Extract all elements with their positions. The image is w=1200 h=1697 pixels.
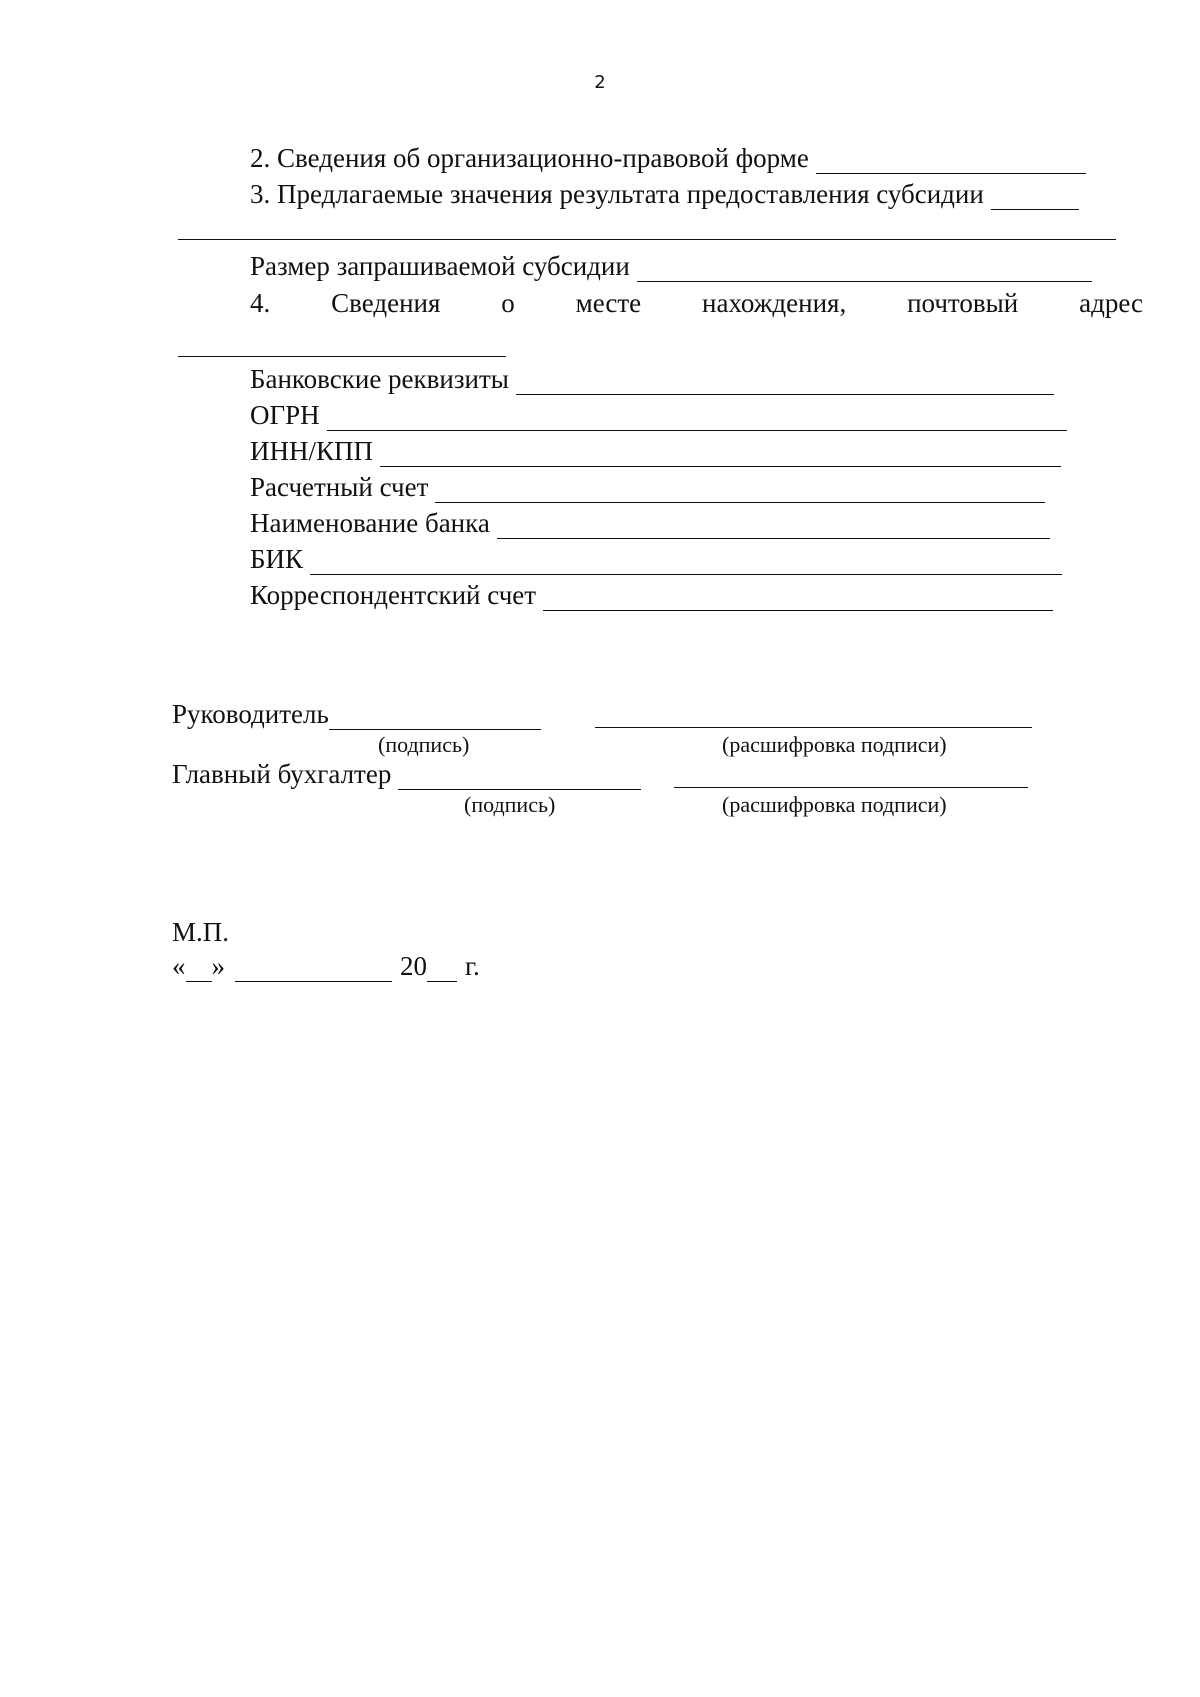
- result-row: [250, 178, 1079, 210]
- result-continuation-blank[interactable]: [178, 239, 1116, 240]
- mp-row: [172, 916, 229, 948]
- inn-kpp-blank[interactable]: [380, 440, 1061, 467]
- address-word: месте: [575, 288, 642, 318]
- address-word: 4.: [250, 288, 271, 318]
- date-month-blank[interactable]: [235, 955, 392, 982]
- address-row: [250, 287, 1143, 319]
- date-year-blank[interactable]: [427, 955, 457, 982]
- bank-name-blank[interactable]: [497, 512, 1050, 539]
- head-label: Руководитель: [172, 699, 329, 729]
- corr-account-label: Корреспондентский счет: [250, 580, 537, 610]
- settlement-account-label: Расчетный счет: [250, 472, 429, 502]
- address-word: Сведения: [331, 288, 441, 318]
- accountant-decode-blank[interactable]: [674, 787, 1028, 788]
- subsidy-size-row: [250, 250, 1092, 282]
- bank-details-blank[interactable]: [516, 368, 1054, 395]
- head-signature-caption: (подпись): [378, 732, 470, 757]
- settlement-account-blank[interactable]: [435, 476, 1045, 503]
- bik-label: БИК: [250, 544, 304, 574]
- ogrn-row: [250, 399, 1067, 431]
- address-word: нахождения,: [702, 288, 847, 318]
- head-signature-row: [172, 698, 541, 730]
- date-row: [172, 950, 480, 982]
- accountant-signature-caption: (подпись): [464, 792, 556, 817]
- accountant-label: Главный бухгалтер: [172, 759, 392, 789]
- date-year-prefix: 20: [400, 951, 427, 981]
- org-form-label: 2. Сведения об организационно-правовой форме: [250, 143, 809, 173]
- corr-account-row: [250, 579, 1053, 611]
- subsidy-size-blank[interactable]: [637, 255, 1092, 282]
- bik-blank[interactable]: [310, 548, 1062, 575]
- head-signature-blank[interactable]: [329, 703, 541, 730]
- bank-name-label: Наименование банка: [250, 508, 490, 538]
- corr-account-blank[interactable]: [543, 584, 1053, 611]
- bik-row: [250, 543, 1062, 575]
- inn-kpp-row: [250, 435, 1061, 467]
- ogrn-blank[interactable]: [327, 404, 1067, 431]
- inn-kpp-label: ИНН/КПП: [250, 436, 374, 466]
- mp-label: М.П.: [172, 917, 230, 947]
- bank-name-row: [250, 507, 1050, 539]
- date-year-suffix: г.: [465, 951, 480, 981]
- bank-details-row: [250, 363, 1054, 395]
- result-label: 3. Предлагаемые значения результата предоставления субсидии: [250, 179, 984, 209]
- subsidy-size-label: Размер запрашиваемой субсидии: [250, 251, 630, 281]
- address-word: почтовый: [907, 288, 1019, 318]
- accountant-signature-blank[interactable]: [398, 763, 641, 790]
- address-word: о: [501, 288, 515, 318]
- accountant-decode-caption: (расшифровка подписи): [722, 792, 947, 817]
- head-decode-caption: (расшифровка подписи): [722, 732, 947, 757]
- page-number: 2: [594, 72, 606, 93]
- settlement-account-row: [250, 471, 1045, 503]
- date-quote-open: «: [172, 951, 186, 981]
- result-blank[interactable]: [991, 183, 1079, 210]
- ogrn-label: ОГРН: [250, 400, 320, 430]
- address-blank[interactable]: [178, 356, 506, 357]
- org-form-row: [250, 142, 1086, 174]
- address-word: адрес: [1079, 288, 1143, 318]
- date-quote-close: »: [211, 951, 225, 981]
- org-form-blank[interactable]: [816, 147, 1086, 174]
- date-day-blank[interactable]: [186, 955, 212, 982]
- head-decode-blank[interactable]: [595, 727, 1032, 728]
- bank-details-label: Банковские реквизиты: [250, 364, 509, 394]
- accountant-signature-row: [172, 758, 641, 790]
